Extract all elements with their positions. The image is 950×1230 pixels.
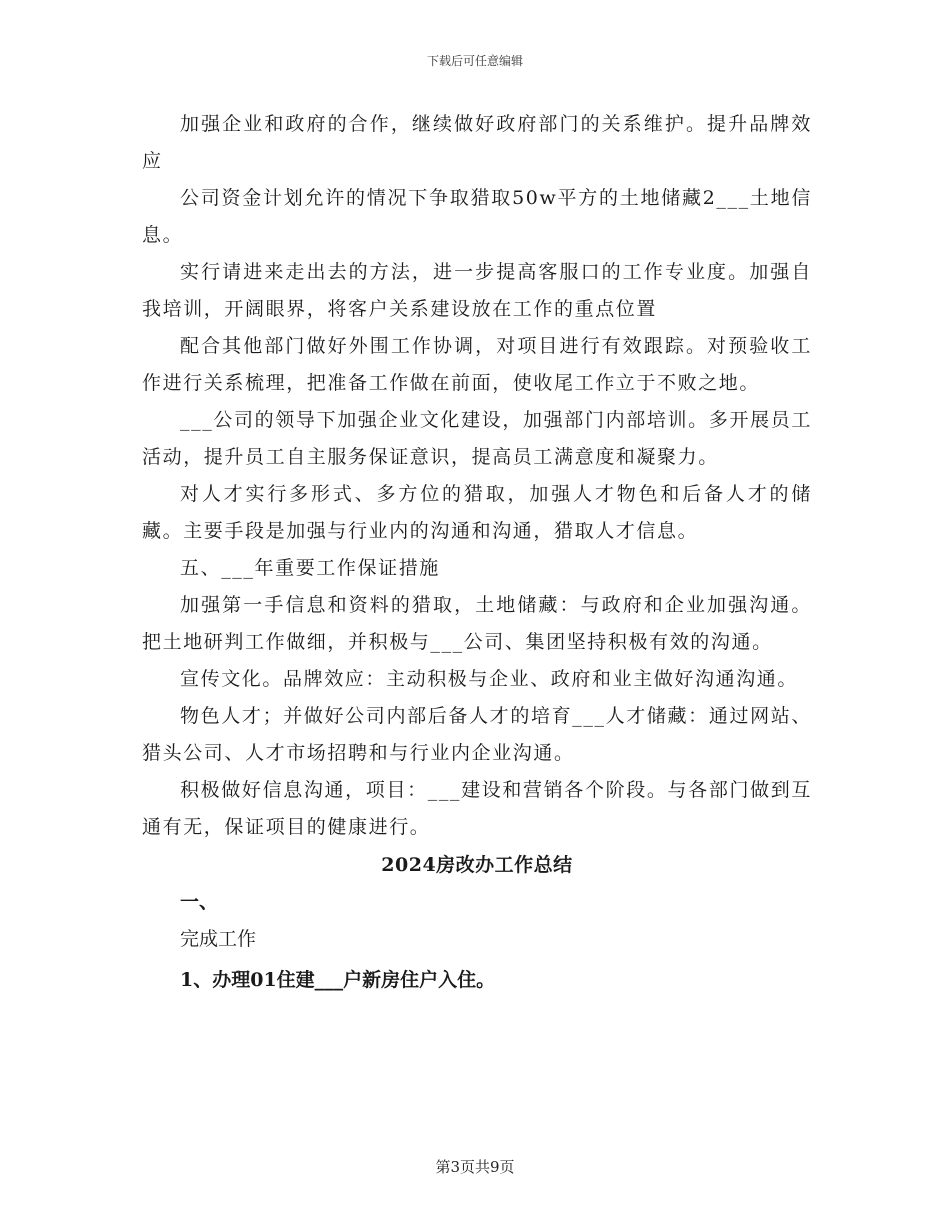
paragraph: 加强企业和政府的合作，继续做好政府部门的关系维护。提升品牌效应 [142,113,812,172]
document-title: 2024房改办工作总结 [381,854,573,876]
paragraph: 积极做好信息沟通，项目：___建设和营销各个阶段。与各部门做到互通有无，保证项目的健康进行。 [142,779,812,838]
paragraph: 宣传文化。品牌效应：主动积极与企业、政府和业主做好沟通沟通。 [180,668,799,690]
list-item: 1、办理01住建___户新房住户入住。 [180,969,496,991]
paragraph: 配合其他部门做好外围工作协调，对项目进行有效跟踪。对预验收工作进行关系梳理，把准备工作做在前面，使收尾工作立于不败之地。 [142,335,812,394]
document-body [142,106,812,999]
paragraph: 实行请进来走出去的方法，进一步提高客服口的工作专业度。加强自我培训，开阔眼界，将客户关系建设放在工作的重点位置 [142,261,812,320]
paragraph: 物色人才；并做好公司内部后备人才的培育___人才储藏：通过网站、猎头公司、人才市场招聘和与行业内企业沟通。 [142,705,812,764]
paragraph: ___公司的领导下加强企业文化建设，加强部门内部培训。多开展员工活动，提升员工自主服务保证意识，提高员工满意度和凝聚力。 [142,409,812,468]
page-footer: 第3页共9页 [435,1158,515,1176]
paragraph: 公司资金计划允许的情况下争取猎取50w平方的土地储藏2___土地信息。 [142,187,812,246]
page-header: 下载后可任意编辑 [426,54,523,68]
section-heading-five: 五、___年重要工作保证措施 [180,557,440,579]
section-heading: 一、 [180,891,219,913]
paragraph: 对人才实行多形式、多方位的猎取，加强人才物色和后备人才的储藏。主要手段是加强与行业内的沟通和沟通，猎取人才信息。 [142,483,812,542]
section-subheading: 完成工作 [180,928,257,950]
paragraph: 加强第一手信息和资料的猎取，土地储藏：与政府和企业加强沟通。把土地研判工作做细，并积极与___公司、集团坚持积极有效的沟通。 [142,594,812,653]
